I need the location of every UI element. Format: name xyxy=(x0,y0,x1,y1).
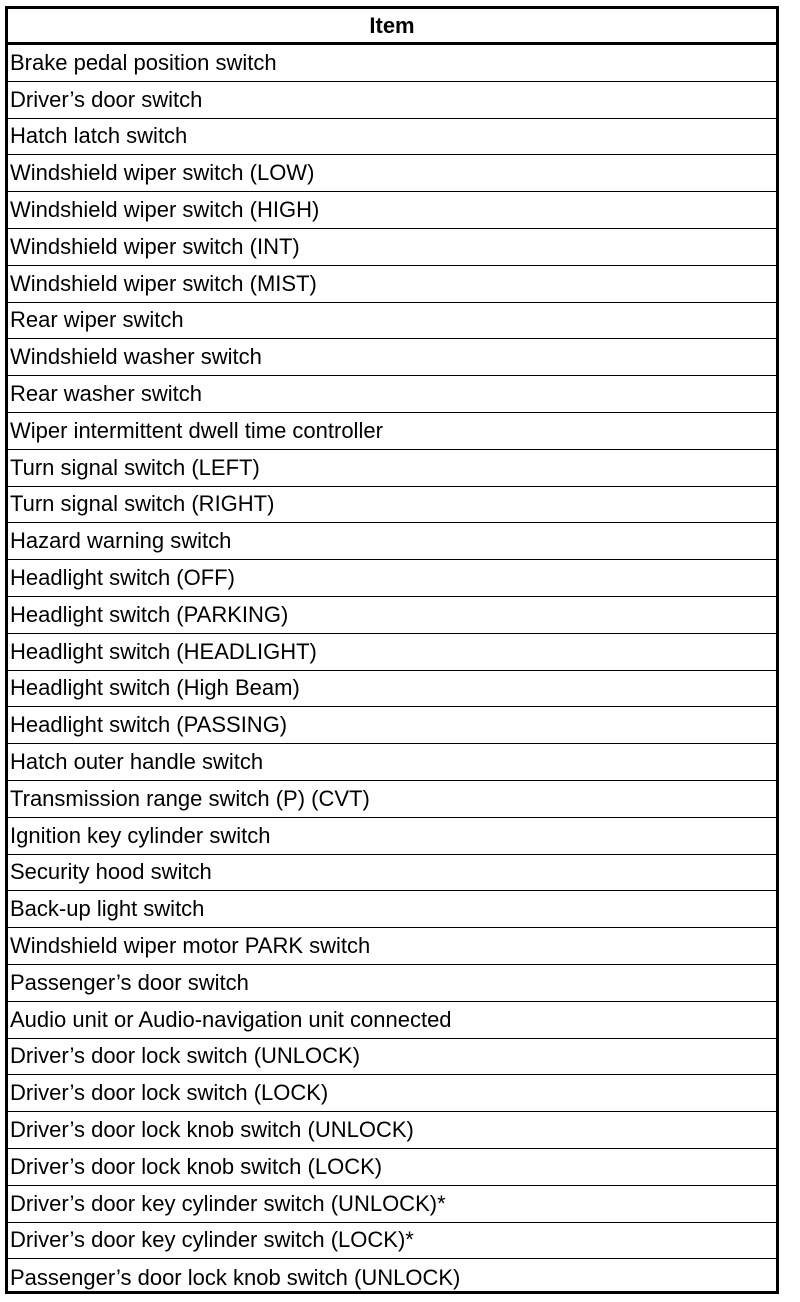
table-row: Turn signal switch (LEFT) xyxy=(8,450,776,487)
table-row: Security hood switch xyxy=(8,855,776,892)
table-row: Driver’s door lock knob switch (LOCK) xyxy=(8,1149,776,1186)
table-row: Driver’s door lock knob switch (UNLOCK) xyxy=(8,1112,776,1149)
table-row: Ignition key cylinder switch xyxy=(8,818,776,855)
table-row: Driver’s door key cylinder switch (UNLOCK)* xyxy=(8,1186,776,1223)
table-row: Rear washer switch xyxy=(8,376,776,413)
table-row: Windshield wiper motor PARK switch xyxy=(8,928,776,965)
table-row: Windshield wiper switch (MIST) xyxy=(8,266,776,303)
table-row: Hatch latch switch xyxy=(8,119,776,156)
table-row: Headlight switch (PASSING) xyxy=(8,707,776,744)
table-row: Brake pedal position switch xyxy=(8,45,776,82)
table-row: Headlight switch (HEADLIGHT) xyxy=(8,634,776,671)
table-row: Hazard warning switch xyxy=(8,523,776,560)
table-row: Windshield wiper switch (HIGH) xyxy=(8,192,776,229)
item-table xyxy=(5,6,779,1294)
table-row: Passenger’s door lock knob switch (UNLOCK) xyxy=(10,1264,461,1290)
table-row: Windshield wiper switch (LOW) xyxy=(8,155,776,192)
table-row: Driver’s door switch xyxy=(8,82,776,119)
table-row: Driver’s door key cylinder switch (LOCK)* xyxy=(8,1223,776,1260)
table-row: Back-up light switch xyxy=(8,891,776,928)
table-row: Windshield washer switch xyxy=(8,339,776,376)
table-row: Passenger’s door switch xyxy=(8,965,776,1002)
table-row: Rear wiper switch xyxy=(8,303,776,340)
table-row: Turn signal switch (RIGHT) xyxy=(8,487,776,524)
table-body xyxy=(8,45,776,1296)
table-row: Headlight switch (PARKING) xyxy=(8,597,776,634)
table-row: Driver’s door lock switch (LOCK) xyxy=(8,1075,776,1112)
table-row: Headlight switch (OFF) xyxy=(8,560,776,597)
table-row: Wiper intermittent dwell time controller xyxy=(8,413,776,450)
table-row: Transmission range switch (P) (CVT) xyxy=(8,781,776,818)
table-row: Windshield wiper switch (INT) xyxy=(8,229,776,266)
table-row: Hatch outer handle switch xyxy=(8,744,776,781)
table-header-item: Item xyxy=(8,9,776,45)
table-row: Audio unit or Audio-navigation unit connected xyxy=(8,1002,776,1039)
table-row: Headlight switch (High Beam) xyxy=(8,671,776,708)
table-row: Driver’s door lock switch (UNLOCK) xyxy=(8,1039,776,1076)
